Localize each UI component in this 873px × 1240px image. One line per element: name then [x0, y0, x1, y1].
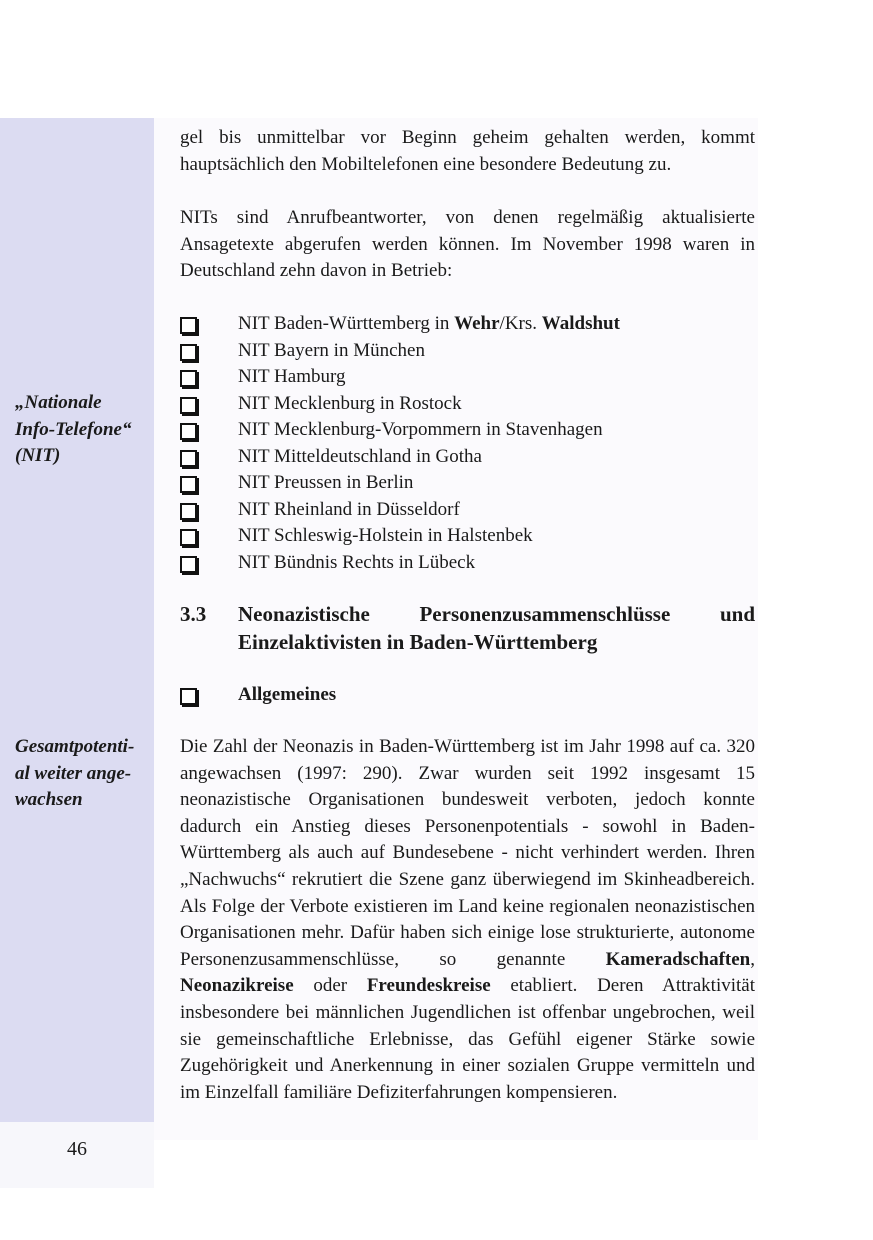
checkbox-icon	[180, 397, 197, 414]
margin-note-line: wachsen	[15, 789, 83, 811]
term-kameradschaften: Kameradschaften	[605, 948, 751, 970]
checkbox-icon	[180, 370, 197, 387]
section-title: Neonazistische Personenzusammenschlüsse und Einzelaktivisten in Baden-Württemberg	[238, 602, 755, 654]
list-item-text: NIT Mecklenburg-Vorpommern in Stavenhagen	[238, 419, 603, 441]
paragraph-separator: ,	[750, 948, 755, 970]
page-number: 46	[67, 1138, 87, 1160]
checkbox-icon	[180, 556, 197, 573]
list-item-bold-town: Wehr	[454, 313, 500, 334]
term-freundeskreise: Freundeskreise	[366, 975, 491, 997]
margin-column	[0, 118, 154, 1122]
list-item-text	[238, 311, 620, 338]
list-item	[180, 311, 755, 338]
list-item-text: NIT Hamburg	[238, 366, 346, 388]
paragraph-separator: oder	[293, 975, 367, 997]
list-item-text: NIT Preussen in Berlin	[238, 472, 414, 494]
list-item-text: NIT Schleswig-Holstein in Halstenbek	[238, 525, 533, 547]
nit-paragraph-block	[180, 205, 755, 285]
list-item-text: NIT Mitteldeutschland in Gotha	[238, 445, 482, 467]
section-heading	[180, 600, 755, 656]
margin-note-line: Gesamtpotenti-	[15, 736, 135, 757]
checkbox-icon	[180, 317, 197, 334]
list-item	[180, 391, 755, 418]
subsection-label: Allgemeines	[238, 684, 337, 705]
paragraph-text: Die Zahl der Neonazis in Baden-Württemberg ist im Jahr 1998 auf ca. 320 angewachsen (1997: 290). Zwar wurden seit 1992 insgesamt 15 neonazistische Organisationen bundesweit verboten, jedoch konnte dadurch ein Anstieg dieses Personenpotentials - sowohl in Baden-Württemberg als auch auf Bundesebene - nicht verhindert werden. Ihren „Nachwuchs“ rekrutiert die Szene ganz überwiegend im Skinheadbereich. Als Folge der Verbote existieren im Land keine regionalen neonazistischen Organisationen mehr. Dafür haben sich einige lose strukturierte, autonome Personenzusammenschlüsse, so genannte	[180, 736, 755, 970]
nit-paragraph: NITs sind Anrufbeantworter, von denen regelmäßig aktualisierte Ansagetexte abgerufen werden können. Im November 1998 waren in Deutschland zehn davon in Betrieb:	[180, 207, 755, 282]
checkbox-icon	[180, 344, 197, 361]
checkbox-icon	[180, 503, 197, 520]
list-item-text: NIT Bündnis Rechts in Lübeck	[238, 551, 476, 573]
list-item	[180, 497, 755, 524]
list-item-text: NIT Bayern in München	[238, 339, 425, 361]
section-number: 3.3	[180, 602, 207, 626]
list-item	[180, 470, 755, 497]
list-item	[180, 338, 755, 365]
margin-note-line: (NIT)	[15, 445, 61, 467]
list-item-text-mid: /Krs.	[499, 313, 542, 334]
list-item-text-prefix: NIT Baden-Württemberg in	[238, 313, 455, 334]
list-item	[180, 417, 755, 444]
paragraph-text: etabliert. Deren Attraktivität insbesondere bei männlichen Jugendlichen ist offenbar ungebrochen, weil sie gemeinschaftliche Erlebnisse, das Gefühl eigener Stärke sowie Zugehörigkeit und Anerkennung in einer sozialen Gruppe vermitteln und im Einzelfall familiäre Defiziterfahrungen kompensieren.	[180, 975, 755, 1103]
list-item-text: NIT Rheinland in Düsseldorf	[238, 498, 460, 520]
subsection-heading	[180, 681, 755, 708]
checkbox-icon	[180, 688, 197, 705]
list-item	[180, 523, 755, 550]
margin-note-line: al weiter ange-	[15, 762, 132, 784]
margin-note-line: Info-Telefone“	[15, 418, 132, 440]
checkbox-icon	[180, 529, 197, 546]
checkbox-icon	[180, 423, 197, 440]
margin-note-gesamtpotential	[15, 734, 150, 814]
margin-note-line: „Nationale	[15, 392, 102, 413]
list-item	[180, 364, 755, 391]
list-item-bold-district: Waldshut	[541, 313, 620, 334]
list-item	[180, 444, 755, 471]
intro-paragraph: gel bis unmittelbar vor Beginn geheim gehalten werden, kommt hauptsächlich den Mobiltelefonen eine besondere Bedeutung zu.	[180, 127, 755, 175]
checkbox-icon	[180, 450, 197, 467]
list-item-text: NIT Mecklenburg in Rostock	[238, 392, 462, 414]
checkbox-icon	[180, 476, 197, 493]
list-item	[180, 550, 755, 577]
main-paragraph-block	[180, 734, 755, 1106]
intro-paragraph-block	[180, 125, 755, 178]
nit-list	[180, 311, 755, 576]
main-paragraph	[180, 734, 755, 1106]
term-neonazikreise: Neonazikreise	[180, 975, 294, 997]
margin-note-nit	[15, 390, 150, 470]
